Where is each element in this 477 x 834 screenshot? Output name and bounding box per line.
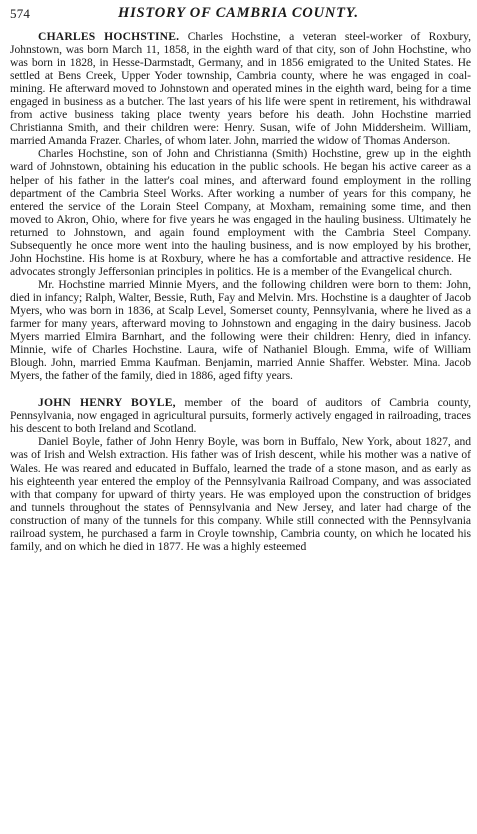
biography-charles-hochstine <box>10 30 471 382</box>
paragraph: Daniel Boyle, father of John Henry Boyle, was born in Buffalo, New York, about 1827, and was of Irish and Welsh extraction. His father was of Irish descent, while his mother was a native of Wales. He was reared and educated in Buffalo, learned the trade of a stone mason, and as early as his eighteenth year entered the employ of the Pennsylvania Railroad Company, and was associated with that company for upward of thirty years. He was employed upon the construction of bridges and tunnels throughout the states of Pennsylvania and New Jersey, and later had charge of the construction of many of the tunnels for this company. While still connected with the Pennsylvania railroad system, he purchased a farm in Croyle township, Cambria county, on which he located his family, and on which he died in 1877. He was a highly esteemed <box>10 435 471 553</box>
paragraph-text: Charles Hochstine, a veteran steel-worker of Roxbury, Johnstown, was born March 11, 1858, in the eighth ward of that city, son of John Hochstine, who was born in 1828, in Hesse-Darmstadt, Germany, and in 1856 emigrated to the United States. He settled at Bens Creek, Upper Yoder township, Cambria county, where he was engaged in coal-mining. He afterward moved to Johnstown and operated mines in the eighth ward, being for a time engaged in business as a butcher. The last years of his life were spent in retirement, his withdrawal from active business taking place twenty years before his death. John Hochstine married Christianna Smith, and their children were: Henry. Susan, wife of John Middersheim. William, married Amanda Frazer. Charles, of whom later. John, married the widow of Thomas Anderson. <box>10 30 471 148</box>
biography-john-henry-boyle <box>10 396 471 553</box>
page-header <box>10 4 471 24</box>
paragraph: Mr. Hochstine married Minnie Myers, and the following children were born to them: John, died in infancy; Ralph, Walter, Bessie, Ruth, Fay and Melvin. Mrs. Hochstine is a daughter of Jacob Myers, who was born in 1836, at Scalp Level, Somerset county, Pennsylvania, where he lived as a farmer for many years, afterward moving to Johnstown and engaging in the dairy business. Jacob Myers married Elmira Barnhart, and the following were their children: Henry, died in infancy. Minnie, wife of Charles Hochstine. Laura, wife of Nathaniel Blough. Emma, wife of William Blough. John, married Emma Kaufman. Benjamin, married Annie Shaffer. Webster. Mina. Jacob Myers, the father of the family, died in 1886, aged fifty years. <box>10 277 471 383</box>
running-title: HISTORY OF CAMBRIA COUNTY. <box>118 5 359 21</box>
paragraph <box>10 30 471 147</box>
paragraph-text: member of the board of auditors of Cambria county, Pennsylvania, now engaged in agricultural pursuits, formerly actively engaged in railroading, traces his descent to both Ireland and Scotland. <box>10 396 471 436</box>
section-divider <box>10 382 471 396</box>
paragraph: Charles Hochstine, son of John and Christianna (Smith) Hochstine, grew up in the eighth ward of Johnstown, obtaining his education in the public schools. He began his active career as a helper of his father in the latter's coal mines, and afterward found employment in the rolling department of the Cambria Steel Works. After working a number of years for this company, he entered the service of the Lorain Steel Company, at Moxham, remaining some time, and then moved to Akron, Ohio, where for five years he was engaged in the hauling business. Ultimately he returned to Johnstown, and again found employment with the Cambria Steel Company. Subsequently he once more went into the hauling business, and is now employed by his brother, John Hochstine. His home is at Roxbury, where he has a comfortable and attractive residence. He advocates strongly Jeffersonian principles in politics. He is a member of the Evangelical church. <box>10 147 471 278</box>
page-number: 574 <box>10 6 31 21</box>
subject-name: JOHN HENRY BOYLE, <box>38 396 176 410</box>
subject-name: CHARLES HOCHSTINE. <box>38 30 180 43</box>
paragraph <box>10 396 471 435</box>
